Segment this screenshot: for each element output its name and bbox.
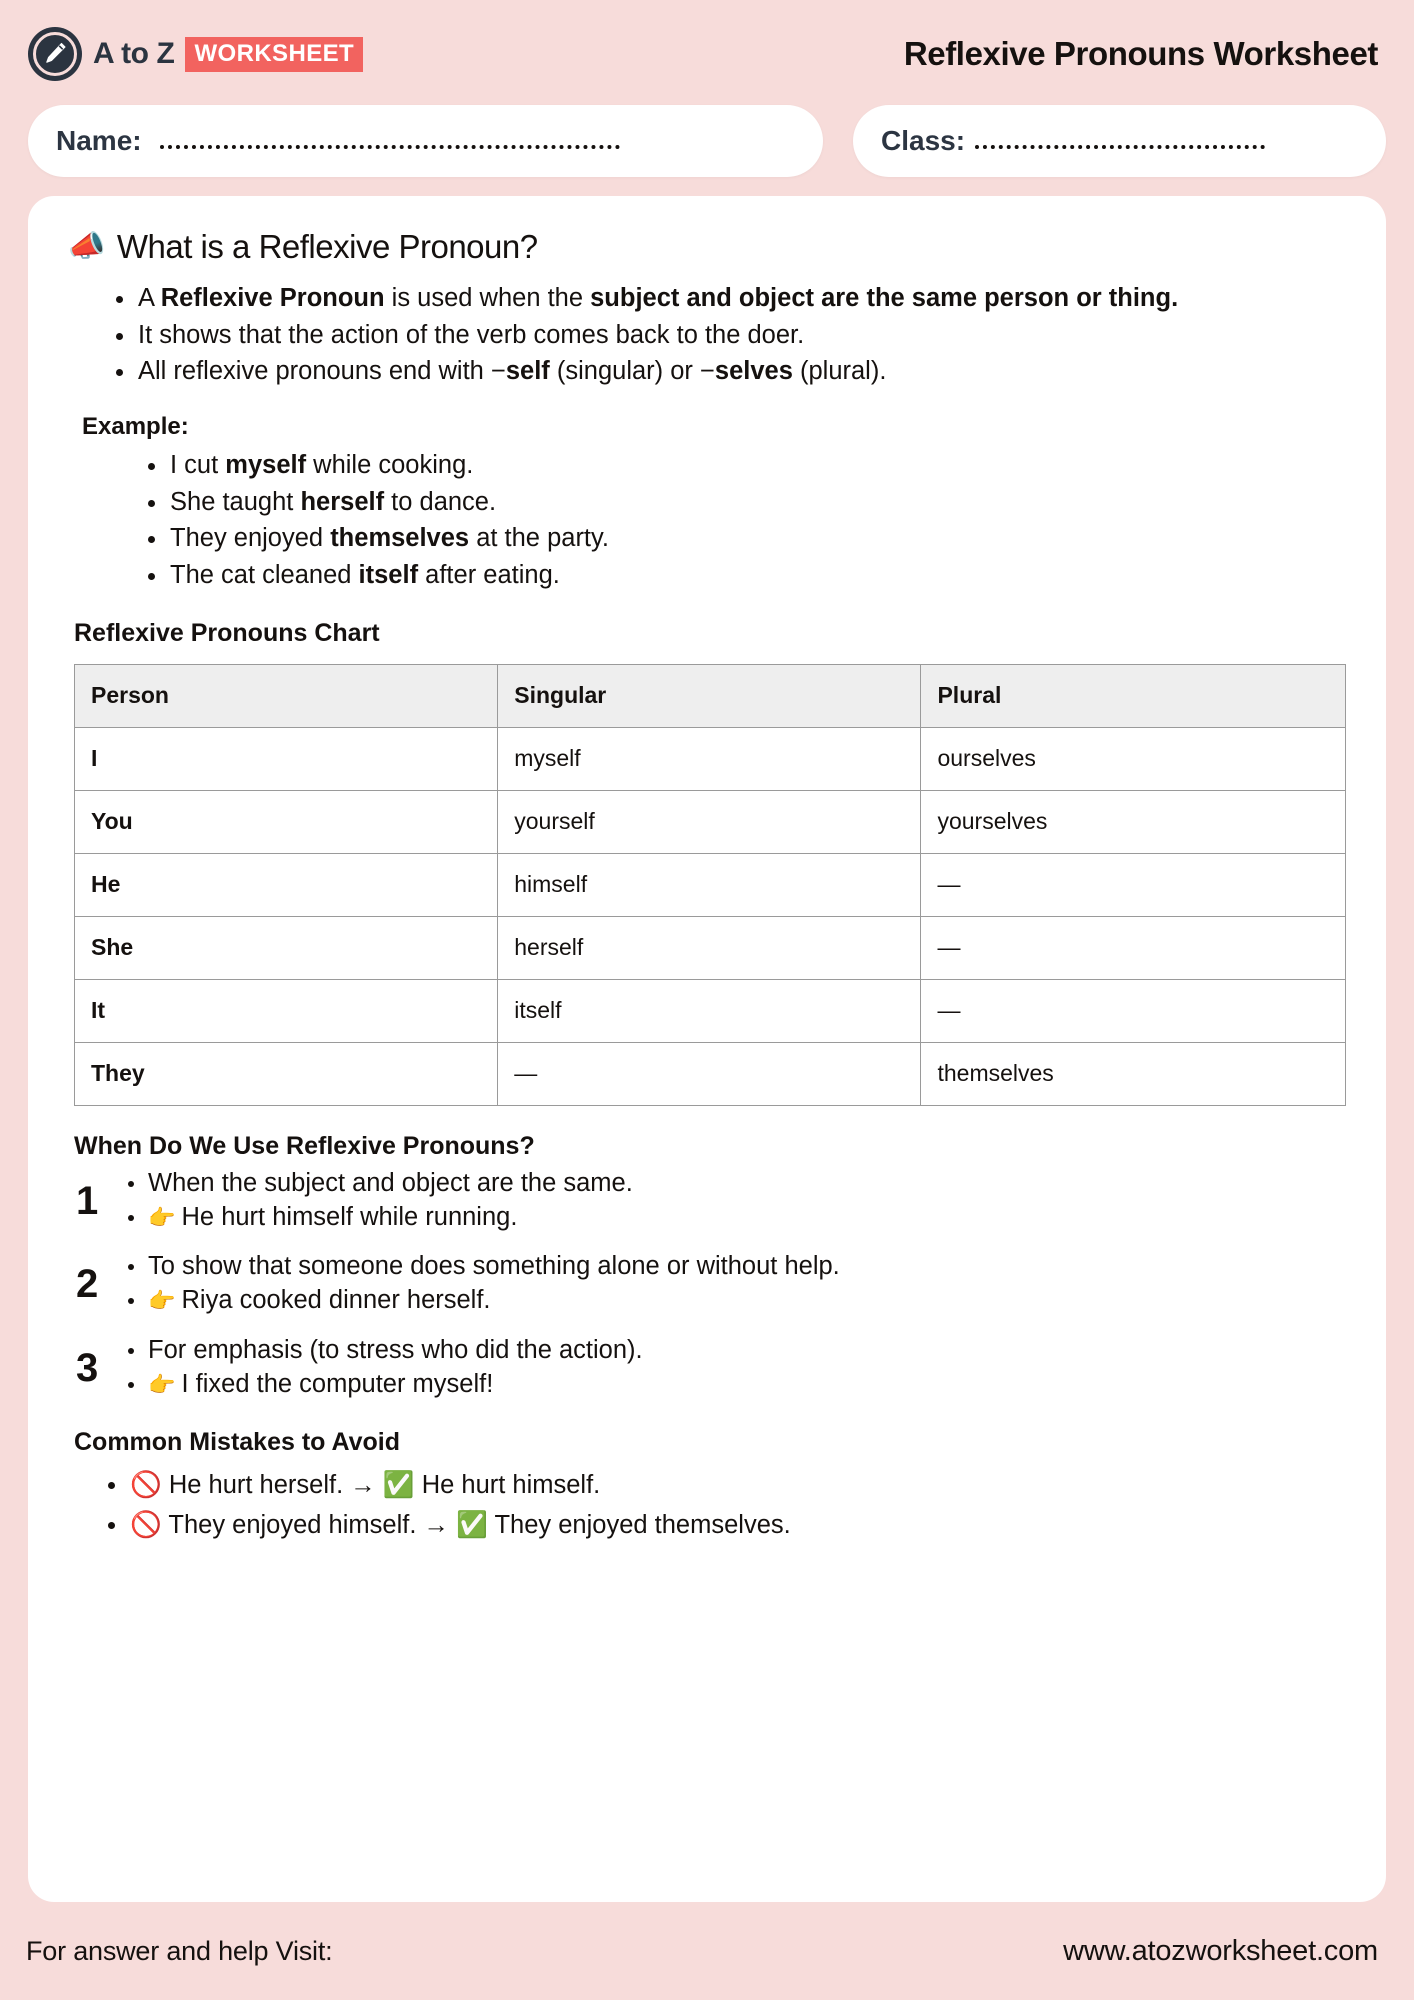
- table-cell-plural: yourselves: [921, 790, 1346, 853]
- brand-tag: WORKSHEET: [185, 37, 363, 72]
- table-row: [75, 1042, 1346, 1105]
- name-input-line[interactable]: [160, 145, 620, 149]
- mistake-wrong-text: They enjoyed himself.: [168, 1511, 424, 1540]
- table-column-header: Singular: [498, 664, 921, 727]
- page-title: Reflexive Pronouns Worksheet: [903, 35, 1378, 72]
- table-cell-singular: yourself: [498, 790, 921, 853]
- table-cell-person: They: [75, 1042, 498, 1105]
- usage-example: [120, 1284, 1346, 1318]
- usage-lines: [120, 1334, 1346, 1402]
- usage-example-text: Riya cooked dinner herself.: [181, 1286, 491, 1315]
- usage-lines: [120, 1167, 1346, 1235]
- pen-circle-icon: [28, 27, 82, 81]
- table-cell-person: He: [75, 853, 498, 916]
- table-body: [75, 727, 1346, 1105]
- usage-example: [120, 1368, 1346, 1402]
- table-cell-plural: —: [921, 916, 1346, 979]
- mistake-right-text: He hurt himself.: [421, 1471, 601, 1500]
- table-column-header: Plural: [921, 664, 1346, 727]
- definition-heading: [68, 228, 1346, 266]
- table-row: [75, 790, 1346, 853]
- megaphone-icon: 📣: [68, 230, 105, 263]
- usage-lines: [120, 1250, 1346, 1318]
- arrow-icon: →: [423, 1511, 457, 1540]
- list-item: It shows that the action of the verb comes back to the doer.: [102, 319, 1346, 353]
- usage-number: 2: [76, 1262, 99, 1307]
- check-mark-icon: ✅: [382, 1471, 422, 1500]
- table-row: [75, 979, 1346, 1042]
- table-row: [75, 916, 1346, 979]
- usage-item: [68, 1250, 1346, 1318]
- table-cell-person: It: [75, 979, 498, 1042]
- reflexive-pronouns-table: [74, 664, 1346, 1106]
- table-cell-singular: herself: [498, 916, 921, 979]
- pointing-hand-icon: 👉: [148, 1288, 182, 1314]
- table-header-row: [75, 664, 1346, 727]
- usage-rule: When the subject and object are the same.: [120, 1167, 1346, 1201]
- usage-rule: To show that someone does something alone or without help.: [120, 1250, 1346, 1284]
- arrow-icon: →: [350, 1471, 383, 1500]
- mistakes-list: [68, 1467, 1346, 1543]
- mistake-item: [96, 1507, 1346, 1543]
- table-cell-singular: —: [498, 1042, 921, 1105]
- list-item: A Reflexive Pronoun is used when the subject and object are the same person or thing.: [102, 282, 1346, 316]
- pointing-hand-icon: 👉: [148, 1372, 182, 1398]
- table-cell-plural: ourselves: [921, 727, 1346, 790]
- usage-example: [120, 1201, 1346, 1235]
- usage-rule: For emphasis (to stress who did the action).: [120, 1334, 1346, 1368]
- list-item: All reflexive pronouns end with −self (singular) or −selves (plural).: [102, 355, 1346, 389]
- table-column-header: Person: [75, 664, 498, 727]
- page-header: [0, 0, 1414, 108]
- table-cell-plural: —: [921, 979, 1346, 1042]
- table-cell-singular: himself: [498, 853, 921, 916]
- mistake-item: [96, 1467, 1346, 1503]
- table-cell-person: I: [75, 727, 498, 790]
- footer-website[interactable]: www.atozworksheet.com: [1063, 1934, 1378, 1967]
- table-cell-person: You: [75, 790, 498, 853]
- table-cell-singular: myself: [498, 727, 921, 790]
- prohibited-icon: 🚫: [130, 1511, 169, 1540]
- usage-title: When Do We Use Reflexive Pronouns?: [74, 1131, 535, 1160]
- class-input-line[interactable]: [975, 145, 1265, 149]
- example-label: Example:: [82, 412, 189, 440]
- definition-heading-text: What is a Reflexive Pronoun?: [116, 228, 538, 265]
- student-fields: [28, 105, 1386, 177]
- usage-list: [68, 1167, 1346, 1402]
- table-row: [75, 853, 1346, 916]
- mistake-wrong-text: He hurt herself.: [168, 1471, 351, 1500]
- mistakes-title: Common Mistakes to Avoid: [74, 1428, 400, 1457]
- usage-item: [68, 1334, 1346, 1402]
- brand-logo: [28, 27, 363, 81]
- usage-number: 1: [76, 1178, 99, 1223]
- footer-help-text: For answer and help Visit:: [26, 1935, 333, 1966]
- list-item: They enjoyed themselves at the party.: [134, 522, 1346, 556]
- class-field[interactable]: [853, 105, 1386, 177]
- list-item: I cut myself while cooking.: [134, 449, 1346, 483]
- table-cell-person: She: [75, 916, 498, 979]
- table-row: [75, 727, 1346, 790]
- example-list: [68, 449, 1346, 593]
- table-cell-plural: —: [921, 853, 1346, 916]
- worksheet-card: [28, 196, 1386, 1902]
- prohibited-icon: 🚫: [130, 1471, 169, 1500]
- check-mark-icon: ✅: [456, 1511, 495, 1540]
- pointing-hand-icon: 👉: [148, 1204, 182, 1230]
- usage-item: [68, 1167, 1346, 1235]
- page-footer: [0, 1902, 1414, 2000]
- usage-example-text: He hurt himself while running.: [181, 1202, 518, 1231]
- list-item: The cat cleaned itself after eating.: [134, 559, 1346, 593]
- usage-number: 3: [76, 1346, 99, 1391]
- table-cell-singular: itself: [498, 979, 921, 1042]
- name-field[interactable]: [28, 105, 823, 177]
- definition-bullet-list: [68, 282, 1346, 389]
- usage-example-text: I fixed the computer myself!: [181, 1370, 494, 1399]
- name-label: Name:: [56, 125, 142, 156]
- list-item: She taught herself to dance.: [134, 486, 1346, 520]
- table-cell-plural: themselves: [921, 1042, 1346, 1105]
- brand-name: A to Z: [93, 37, 175, 70]
- chart-title: Reflexive Pronouns Chart: [74, 618, 380, 647]
- class-label: Class:: [881, 125, 966, 156]
- mistake-right-text: They enjoyed themselves.: [494, 1511, 791, 1540]
